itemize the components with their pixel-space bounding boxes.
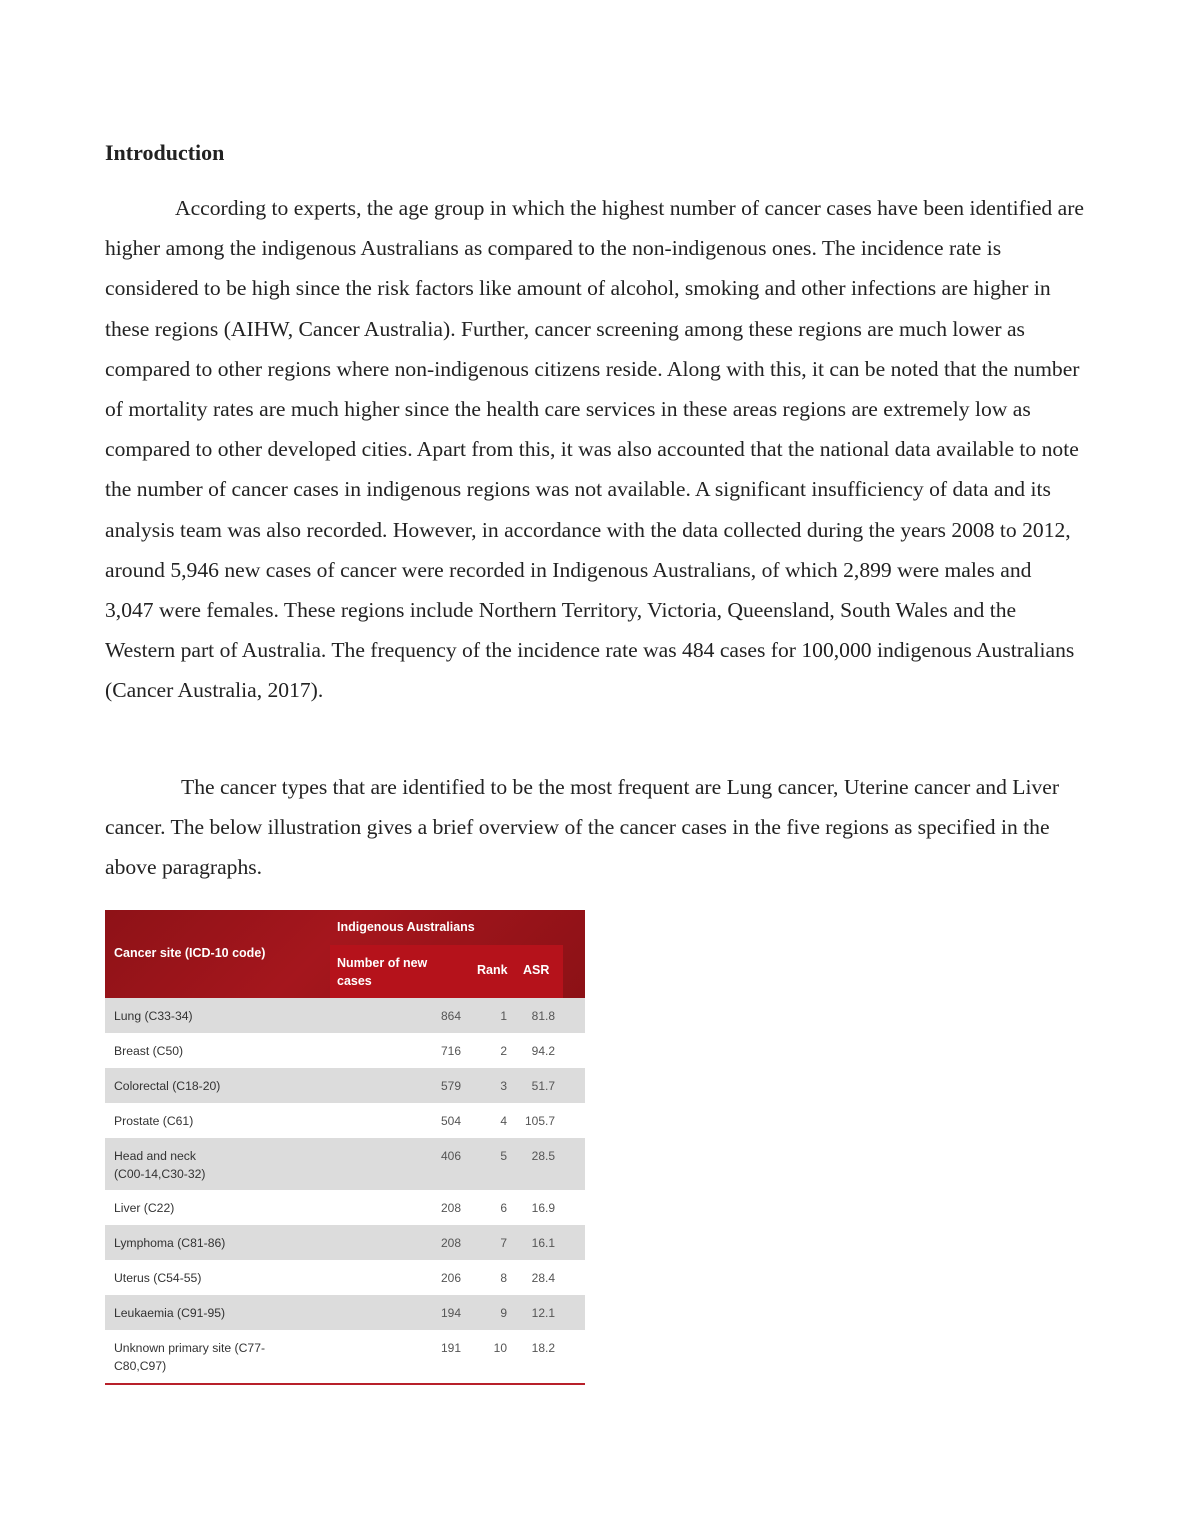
table-row bbox=[105, 1225, 585, 1260]
cell-asr: 28.5 bbox=[531, 1149, 555, 1163]
cell-cases: 406 bbox=[440, 1149, 461, 1163]
cell-rank: 7 bbox=[500, 1236, 507, 1250]
cell-cases: 504 bbox=[440, 1114, 461, 1128]
cell-asr: 51.7 bbox=[531, 1079, 555, 1093]
cell-site: Breast (C50) bbox=[114, 1044, 184, 1058]
cell-rank: 5 bbox=[500, 1149, 507, 1163]
cell-rank: 8 bbox=[500, 1271, 507, 1285]
cell-cases: 208 bbox=[440, 1201, 461, 1215]
cell-rank: 6 bbox=[500, 1201, 507, 1215]
paragraph-cancer-types: The cancer types that are identified to be the most frequent are Lung cancer, Uterine cancer and Liver cancer. The below illustration gives a brief overview of the cancer cases in the five regions as specified in the above paragraphs. bbox=[105, 775, 1060, 880]
cancer-incidence-table bbox=[105, 910, 585, 1385]
cell-site: Prostate (C61) bbox=[114, 1114, 194, 1128]
cell-asr: 18.2 bbox=[531, 1341, 555, 1355]
cell-rank: 9 bbox=[500, 1306, 507, 1320]
cell-asr: 94.2 bbox=[531, 1044, 555, 1058]
table-row bbox=[105, 1260, 585, 1295]
header-number-of-new-cases: Number of new cases bbox=[337, 956, 428, 988]
cell-site: Lung (C33-34) bbox=[114, 1009, 193, 1023]
cell-rank: 10 bbox=[493, 1341, 507, 1355]
table-row bbox=[105, 1103, 585, 1138]
cell-site: Colorectal (C18-20) bbox=[114, 1079, 221, 1093]
header-subgroup bbox=[330, 945, 563, 998]
table-row bbox=[105, 1330, 585, 1382]
section-heading: Introduction bbox=[105, 140, 225, 165]
table-row bbox=[105, 1068, 585, 1103]
table-row bbox=[105, 1295, 585, 1330]
cell-site: Head and neck (C00-14,C30-32) bbox=[114, 1149, 206, 1181]
cell-cases: 579 bbox=[440, 1079, 461, 1093]
cell-cases: 864 bbox=[440, 1009, 461, 1023]
cell-site: Leukaemia (C91-95) bbox=[114, 1306, 226, 1320]
cell-cases: 716 bbox=[440, 1044, 461, 1058]
cell-cases: 208 bbox=[440, 1236, 461, 1250]
cell-site: Liver (C22) bbox=[114, 1201, 175, 1215]
header-indigenous-australians: Indigenous Australians bbox=[337, 920, 475, 934]
cell-site: Unknown primary site (C77-C80,C97) bbox=[114, 1341, 266, 1373]
table-body bbox=[105, 998, 585, 1382]
table-row bbox=[105, 1138, 585, 1190]
cell-site: Uterus (C54-55) bbox=[114, 1271, 202, 1285]
table-row bbox=[105, 1033, 585, 1068]
cell-rank: 3 bbox=[500, 1079, 507, 1093]
cell-cases: 194 bbox=[440, 1306, 461, 1320]
cell-cases: 191 bbox=[440, 1341, 461, 1355]
cell-asr: 16.9 bbox=[531, 1201, 555, 1215]
header-cancer-site: Cancer site (ICD-10 code) bbox=[114, 946, 266, 960]
cell-rank: 1 bbox=[500, 1009, 507, 1023]
cell-asr: 12.1 bbox=[531, 1306, 555, 1320]
cell-asr: 81.8 bbox=[531, 1009, 555, 1023]
cell-rank: 4 bbox=[500, 1114, 507, 1128]
cell-asr: 105.7 bbox=[524, 1114, 555, 1128]
header-asr: ASR bbox=[523, 963, 550, 977]
cell-site: Lymphoma (C81-86) bbox=[114, 1236, 226, 1250]
paragraph-introduction: According to experts, the age group in which the highest number of cancer cases have been identified are higher among the indigenous Australians as compared to the non-indigenous ones. The incidence rate is considered to be high since the risk factors like amount of alcohol, smoking and other infections are higher in these regions (AIHW, Cancer Australia). Further, cancer screening among these regions are much lower as compared to other regions where non-indigenous citizens reside. Along with this, it can be noted that the number of mortality rates are much higher since the health care services in these areas regions are extremely low as compared to other developed cities. Apart from this, it was also accounted that the national data available to note the number of cancer cases in indigenous regions was not available. A significant insufficiency of data and its analysis team was also recorded. However, in accordance with the data collected during the years 2008 to 2012, around 5,946 new cases of cancer were recorded in Indigenous Australians, of which 2,899 were males and 3,047 were females. These regions include Northern Territory, Victoria, Queensland, South Wales and the Western part of Australia. The frequency of the incidence rate was 484 cases for 100,000 indigenous Australians (Cancer Australia, 2017). bbox=[105, 196, 1084, 703]
header-rank: Rank bbox=[477, 963, 508, 977]
cell-cases: 206 bbox=[440, 1271, 461, 1285]
table-header bbox=[105, 910, 585, 998]
cell-asr: 28.4 bbox=[531, 1271, 555, 1285]
table-row bbox=[105, 1190, 585, 1225]
cell-rank: 2 bbox=[500, 1044, 507, 1058]
table-row bbox=[105, 998, 585, 1033]
cell-asr: 16.1 bbox=[531, 1236, 555, 1250]
